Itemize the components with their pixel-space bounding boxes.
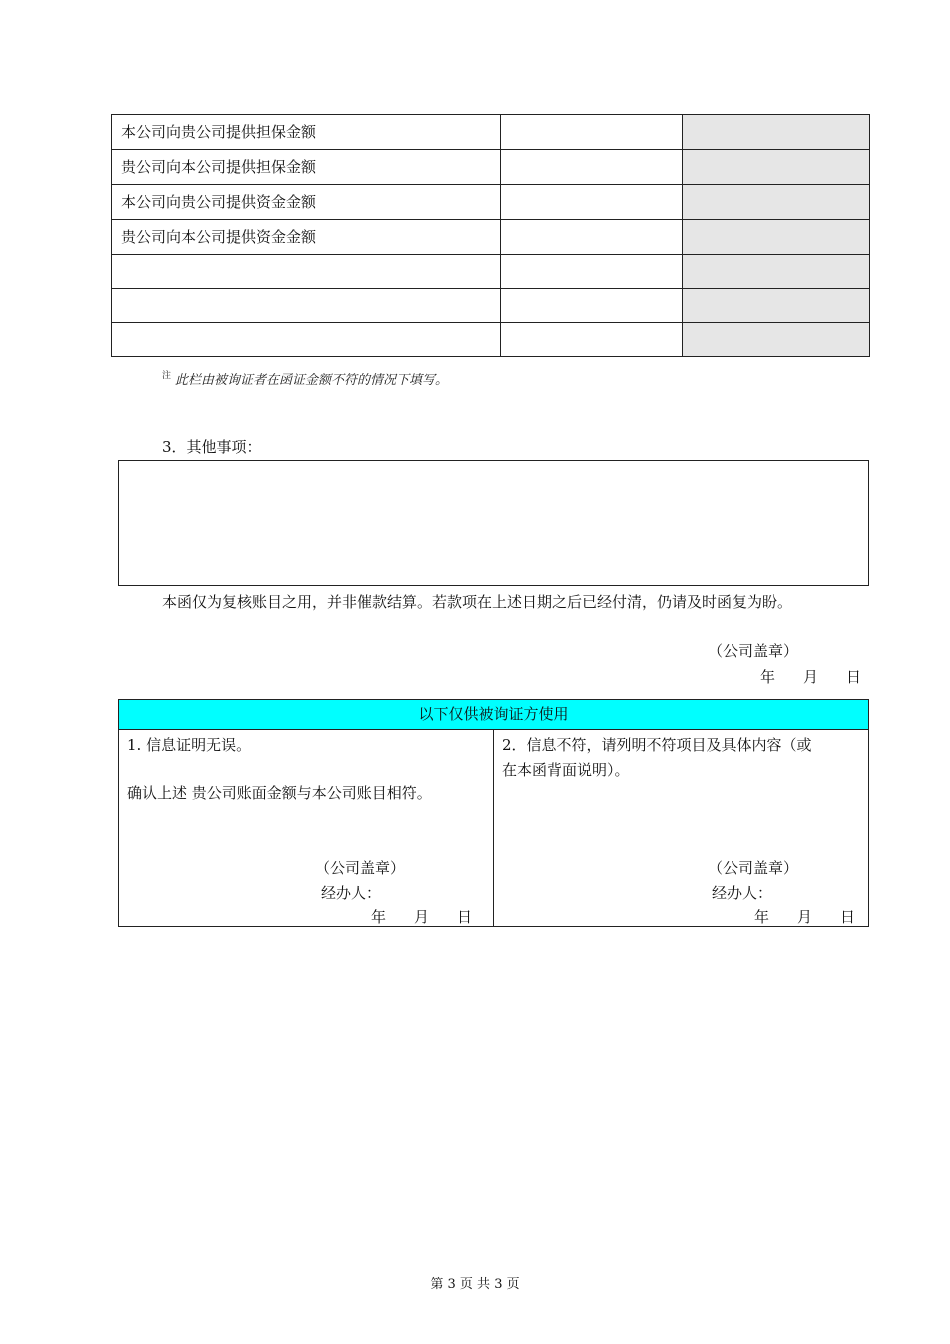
amount-cell[interactable] <box>501 323 683 357</box>
confirmation-box <box>118 699 869 927</box>
amount-cell[interactable] <box>501 289 683 323</box>
row-label: 本公司向贵公司提供资金金额 <box>112 185 501 220</box>
amount-row <box>112 150 870 185</box>
row-label: 贵公司向本公司提供资金金额 <box>112 220 501 255</box>
confirm-right-title-1: 2．信息不符，请列明不符项目及具体内容（或 <box>502 736 812 754</box>
confirmation-header: 以下仅供被询证方使用 <box>119 700 868 730</box>
sender-date <box>760 666 861 687</box>
confirm-right-seal: （公司盖章） <box>708 859 799 877</box>
confirm-right-month: 月 <box>797 908 813 926</box>
confirm-left-day: 日 <box>457 908 473 926</box>
amount-cell[interactable] <box>501 150 683 185</box>
confirm-left-year: 年 <box>371 908 387 926</box>
note-text: 此栏由被询证者在函证金额不符的情况下填写。 <box>175 373 449 388</box>
other-matters-box[interactable] <box>118 460 869 586</box>
shaded-cell[interactable] <box>683 323 870 357</box>
shaded-cell[interactable] <box>683 220 870 255</box>
confirm-right-year: 年 <box>754 908 770 926</box>
statement-text: 本函仅为复核账目之用，并非催款结算。若款项在上述日期之后已经付清，仍请及时函复为盼。 <box>162 593 793 611</box>
amount-cell[interactable] <box>501 185 683 220</box>
shaded-cell[interactable] <box>683 255 870 289</box>
confirm-left-body: 确认上述 贵公司账面金额与本公司账目相符。 <box>127 784 432 802</box>
confirm-left-seal: （公司盖章） <box>315 859 406 877</box>
row-label <box>112 323 501 357</box>
confirm-right-day: 日 <box>840 908 856 926</box>
shaded-cell[interactable] <box>683 185 870 220</box>
amount-cell[interactable] <box>501 115 683 150</box>
confirm-left-month: 月 <box>414 908 430 926</box>
shaded-cell[interactable] <box>683 115 870 150</box>
note-marker: 注 <box>162 371 172 381</box>
amount-row <box>112 220 870 255</box>
table-note <box>162 368 448 388</box>
row-label <box>112 289 501 323</box>
amount-row <box>112 255 870 289</box>
confirm-right-handler: 经办人： <box>712 884 773 902</box>
sender-date-day: 日 <box>846 668 862 686</box>
confirmation-divider <box>493 729 494 927</box>
row-label <box>112 255 501 289</box>
sender-date-month: 月 <box>803 668 819 686</box>
confirm-left-title: 1. 信息证明无误。 <box>127 736 252 754</box>
amount-cell[interactable] <box>501 220 683 255</box>
confirm-right-title-2: 在本函背面说明）。 <box>502 761 630 779</box>
confirm-right-date <box>754 906 855 927</box>
sender-date-year: 年 <box>760 668 776 686</box>
other-matters-label: 3．其他事项： <box>162 438 262 456</box>
amount-cell[interactable] <box>501 255 683 289</box>
shaded-cell[interactable] <box>683 150 870 185</box>
confirm-left-date <box>371 906 472 927</box>
row-label: 本公司向贵公司提供担保金额 <box>112 115 501 150</box>
amount-row <box>112 185 870 220</box>
amount-row <box>112 115 870 150</box>
amount-table-body <box>112 115 870 357</box>
amount-row <box>112 289 870 323</box>
page-footer: 第 3 页 共 3 页 <box>430 1277 520 1292</box>
shaded-cell[interactable] <box>683 289 870 323</box>
sender-seal: （公司盖章） <box>708 642 799 660</box>
amount-row <box>112 323 870 357</box>
row-label: 贵公司向本公司提供担保金额 <box>112 150 501 185</box>
amount-table <box>111 114 870 357</box>
confirm-left-handler: 经办人： <box>321 884 382 902</box>
